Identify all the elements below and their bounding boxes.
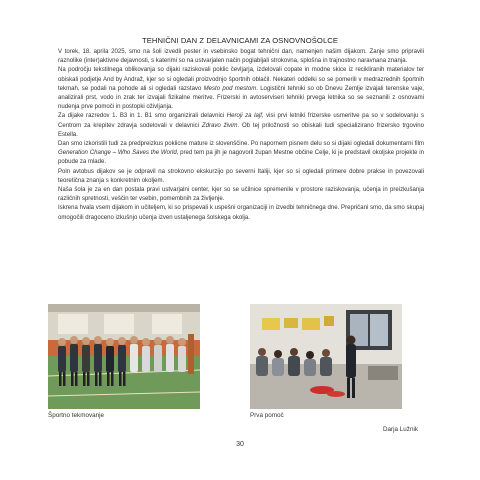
article-title: TEHNIČNI DAN Z DELAVNICAMI ZA OSNOVNOŠOLCE: [141, 36, 339, 45]
photo-sports-competition: [48, 304, 200, 409]
italic-title: Generation Change – Who Saves the World: [58, 150, 177, 157]
text-run: Poln avtobus dijakov se je odpravil na strokovno ekskurzijo po severni Italiji, kjer so si ogledali primere dobre prakse in povezovali teoretična znanja s konkretnim okoljem.: [58, 168, 424, 184]
photo-caption-right: Prva pomoč: [250, 412, 284, 419]
italic-title: Zdravo živim: [201, 122, 238, 129]
photo-first-aid: [250, 304, 402, 409]
text-run: Naša šola je za en dan postala pravi ustvarjalni center, kjer so se učilnice spremenile v prostore raziskovanja, učenja in preizkušanja različnih spretnosti, veščin ter vsebin, pomembnih za življenje.: [58, 187, 424, 203]
paragraph: [58, 204, 424, 222]
text-run: Iskrena hvala vsem dijakom in učiteljem, ki so prispevali k uspešni organizaciji in izvedbi tehničnega dne. Prepričani smo, da smo skupaj omogočili dragoceno izkušnjo učenja izven ustaljenega šolskega okolja.: [58, 205, 424, 221]
paragraph: [58, 66, 424, 112]
text-run: V torek, 18. aprila 2025, smo na šoli izvedli pester in vsebinsko bogat tehnični dan, namenjen našim dijakom. Zanje smo pripravili raznolike (inter)aktivne dejavnosti, s katerimi so na ustvarjalen način poglabljali strokovna, splošna in trajnostno naravnana znanja.: [58, 49, 424, 65]
italic-title: Heroji za lajf: [226, 113, 262, 120]
page-number: 30: [236, 441, 244, 448]
paragraph: [58, 140, 424, 168]
article-body: [58, 48, 424, 223]
paragraph: [58, 168, 424, 186]
photo-caption-left: Športno tekmovanje: [48, 412, 105, 419]
paragraph: [58, 112, 424, 140]
text-run: Za dijake razredov 1. B3 in 1. B1 smo organizirali delavnici: [58, 113, 227, 120]
text-run: , visi prvi letniki frizerske usmeritve pa so v sodelovanju s Centrom za krepitev zdravja sodelovali v delavnici: [58, 113, 424, 129]
text-run: Na področju tekstilnega oblikovanja so dijaki raziskovali poklic čevljarja, izdelovali copate in modne skice iz recikliranih materialov ter obiskali podjetje And by Andraž, kjer so si ogledali proizvodnjo športnih oblačil. Nekateri oddelki so se pomerili v medrazrednih športnih tekmah, se podali na pohode ali si ogledali razstavo: [58, 67, 424, 92]
text-run: . Ob tej priložnosti so obiskali tudi specializirano frizersko trgovino Estella.: [58, 122, 424, 138]
text-run: . Logistični tehniki so ob Dnevu Zemlje izvajali terenske vaje, analizirali prst, vodo in zrak ter izvajali fizikalne meritve. Frizerski in avtoserviseri tehniki prvega letnika so se seznanili z osnovami nudenja prve pomoči in postopki oživljanja.: [58, 85, 424, 111]
paragraph: [58, 186, 424, 204]
paragraph: [58, 48, 424, 66]
italic-title: Mesto pod mestom: [203, 85, 257, 92]
text-run: Dan smo izkoristili tudi za predpreizkus poklicne mature iz slovenščine. Po napornem pisnem delu so si dijaki ogledali dokumentarni film: [58, 141, 424, 148]
author-name: Darja Lužnik: [383, 426, 418, 433]
text-run: , pred tem pa jih je nagovoril župan Mestne občine Celje, ki je predstavil okoljske projekte in pobude za mlade.: [58, 150, 424, 166]
